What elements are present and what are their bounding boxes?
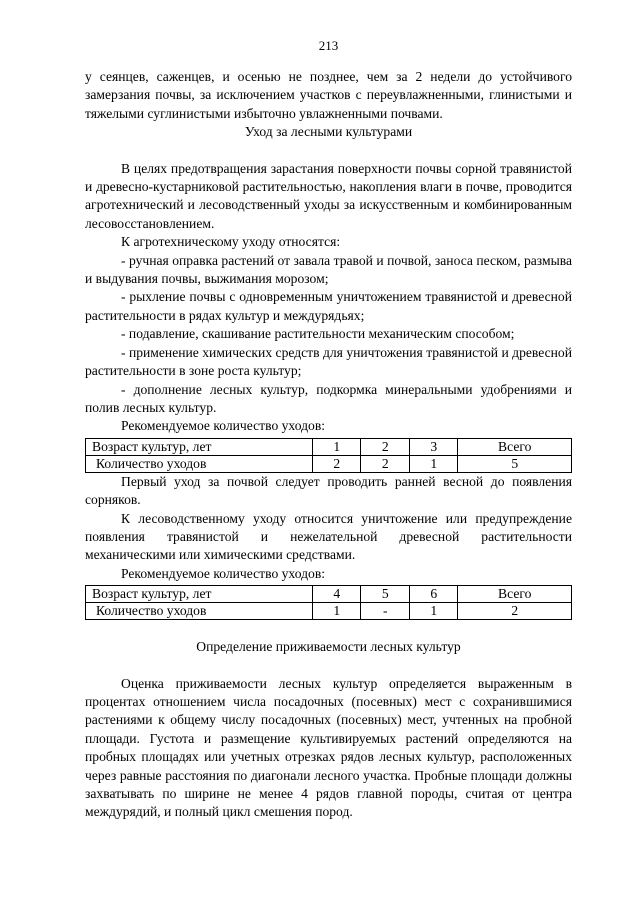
first-care-paragraph: Первый уход за почвой следует проводить ранней весной до появления сорняков. xyxy=(85,473,572,508)
table-cell: Возраст культур, лет xyxy=(86,438,313,455)
table-row xyxy=(86,438,572,455)
intro-paragraph: у сеянцев, саженцев, и осенью не позднее, чем за 2 недели до устойчивого замерзания почвы, за исключением участков с переувлажненными, глинистыми и тяжелыми суглинистыми избыточно увлажненными почвами. xyxy=(85,69,572,121)
table-cell: 3 xyxy=(409,438,457,455)
table-cell: 1 xyxy=(313,438,361,455)
table-cell: - xyxy=(361,603,409,620)
table-row xyxy=(86,455,572,472)
survival-paragraph: Оценка приживаемости лесных культур определяется выраженным в процентах отношением числа посадочных (посевных) мест с сохранившимися растениями к общему числу посадочных (посевных) мест, учтенных на пробной площади. Густота и размещение культивируемых растений определяются на пробных площадях или учетных отрезках рядов лесных культур, расположенных через равные расстояния по диагонали лесного участка. Пробные площади должны захватывать по ширине не менее 4 рядов главной породы, считая от центра междурядий, и полный цикл смешения пород. xyxy=(85,675,572,820)
agro-item: - ручная оправка растений от завала травой и почвой, заноса песком, размыва и выдувания почвы, выжимания морозом; xyxy=(85,252,572,287)
care-count-table-1 xyxy=(85,438,572,473)
spacer xyxy=(85,620,572,638)
table-cell: 6 xyxy=(409,586,457,603)
table-cell: 1 xyxy=(409,455,457,472)
table-cell: 2 xyxy=(361,455,409,472)
silvi-care-paragraph: К лесоводственному уходу относится уничтожение или предупреждение появления травянистой и нежелательной древесной растительности механическими или химическими средствами. xyxy=(85,510,572,563)
table-cell: Всего xyxy=(458,438,572,455)
spacer xyxy=(85,142,572,160)
care-count-table-2 xyxy=(85,585,572,620)
table-cell: Количество уходов xyxy=(86,603,313,620)
table-cell: 2 xyxy=(313,455,361,472)
table-cell: 1 xyxy=(409,603,457,620)
agro-item: - рыхление почвы с одновременным уничтожением травянистой и древесной растительности в рядах культур и междурядьях; xyxy=(85,289,572,323)
table-cell: Всего xyxy=(458,586,572,603)
agro-item: - подавление, скашивание растительности механическим способом; xyxy=(121,326,515,342)
page-number: 213 xyxy=(318,38,339,53)
table-cell: Количество уходов xyxy=(86,455,313,472)
table1-caption: Рекомендуемое количество уходов: xyxy=(121,418,326,434)
section-heading-care: Уход за лесными культурами xyxy=(244,124,413,140)
table-row xyxy=(86,603,572,620)
table-cell: 1 xyxy=(313,603,361,620)
table2-caption: Рекомендуемое количество уходов: xyxy=(121,565,326,581)
table-cell: 4 xyxy=(313,586,361,603)
table-row xyxy=(86,586,572,603)
section-heading-survival: Определение приживаемости лесных культур xyxy=(196,639,461,655)
table-cell: 2 xyxy=(361,438,409,455)
agro-item: - дополнение лесных культур, подкормка минеральными удобрениями и полив лесных культур. xyxy=(85,381,572,415)
document-page xyxy=(85,38,572,822)
spacer xyxy=(85,657,572,675)
table-cell: 5 xyxy=(458,455,572,472)
care-paragraph: В целях предотвращения зарастания поверхности почвы сорной травянистой и древесно-кустарниковой растительностью, накопления влаги в почве, проводится агротехнический и лесоводственный уходы за искусственным и комбинированным лесовосстановлением. xyxy=(85,160,572,231)
table-cell: 2 xyxy=(458,603,572,620)
table-cell: 5 xyxy=(361,586,409,603)
agro-item: - применение химических средств для уничтожения травянистой и древесной растительности в зоне роста культур; xyxy=(85,344,572,379)
table-cell: Возраст культур, лет xyxy=(86,586,313,603)
agro-intro: К агротехническому уходу относятся: xyxy=(121,234,341,250)
